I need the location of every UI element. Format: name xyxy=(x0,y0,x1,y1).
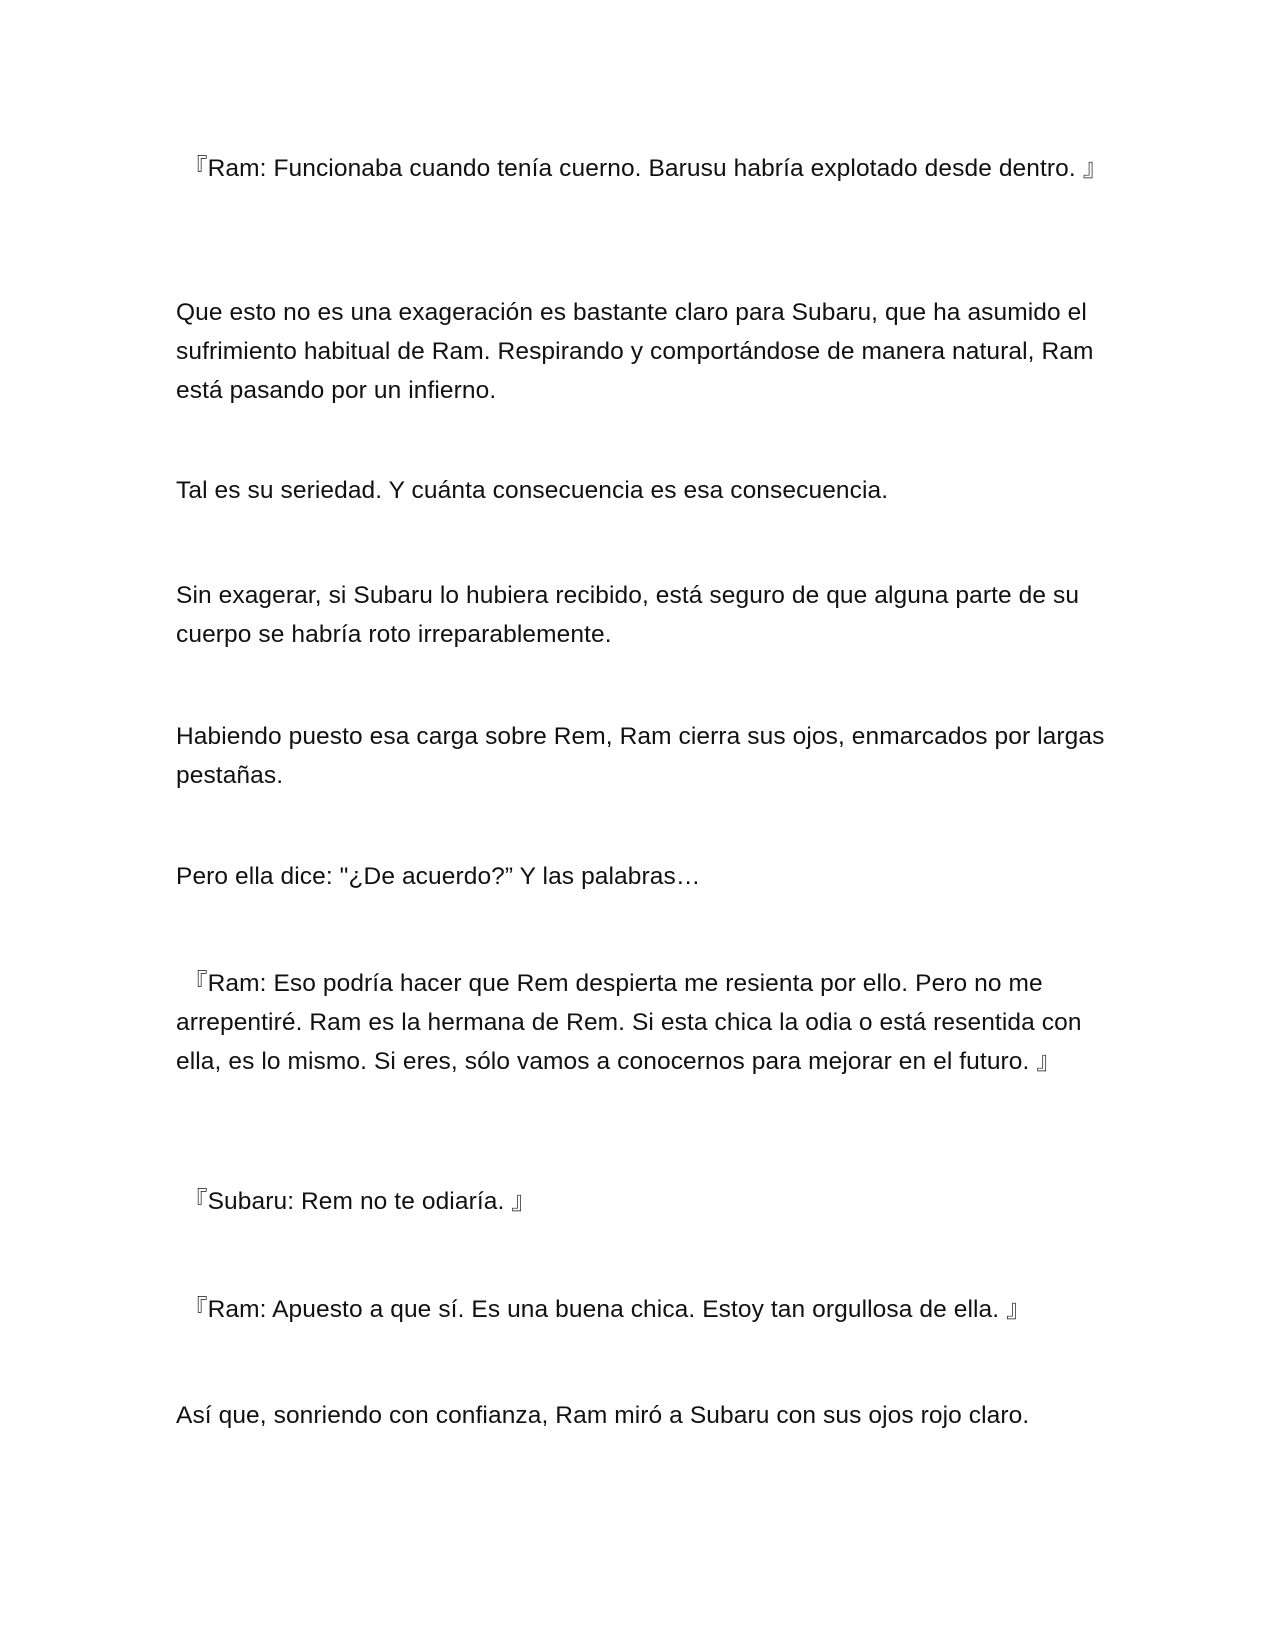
paragraph-narration-4: Habiendo puesto esa carga sobre Rem, Ram cierra sus ojos, enmarcados por largas pestañas. xyxy=(176,723,1112,789)
paragraph-ram-dialogue-1: 『Ram: Funcionaba cuando tenía cuerno. Barusu habría explotado desde dentro. 』 xyxy=(183,155,1108,182)
paragraph-narration-3: Sin exagerar, si Subaru lo hubiera recibido, está seguro de que alguna parte de su cuerpo se habría roto irreparablemente. xyxy=(176,582,1086,648)
paragraph-subaru-dialogue: 『Subaru: Rem no te odiaría. 』 xyxy=(183,1188,536,1215)
paragraph-ram-dialogue-3: 『Ram: Apuesto a que sí. Es una buena chica. Estoy tan orgullosa de ella. 』 xyxy=(183,1296,1031,1323)
paragraph-narration-1: Que esto no es una exageración es bastante claro para Subaru, que ha asumido el sufrimiento habitual de Ram. Respirando y comportándose de manera natural, Ram está pasando por un infierno. xyxy=(176,299,1101,404)
paragraph-ram-dialogue-2: 『Ram: Eso podría hacer que Rem despierta me resienta por ello. Pero no me arrepentiré. Ram es la hermana de Rem. Si esta chica la odia o está resentida con ella, es lo mismo. Si eres, sólo vamos a conocernos para mejorar en el futuro. 』 xyxy=(176,970,1089,1075)
paragraph-narration-6: Así que, sonriendo con confianza, Ram miró a Subaru con sus ojos rojo claro. xyxy=(176,1402,1030,1429)
paragraph-narration-2: Tal es su seriedad. Y cuánta consecuencia es esa consecuencia. xyxy=(176,477,889,504)
paragraph-narration-5: Pero ella dice: "¿De acuerdo?” Y las palabras… xyxy=(176,863,701,890)
